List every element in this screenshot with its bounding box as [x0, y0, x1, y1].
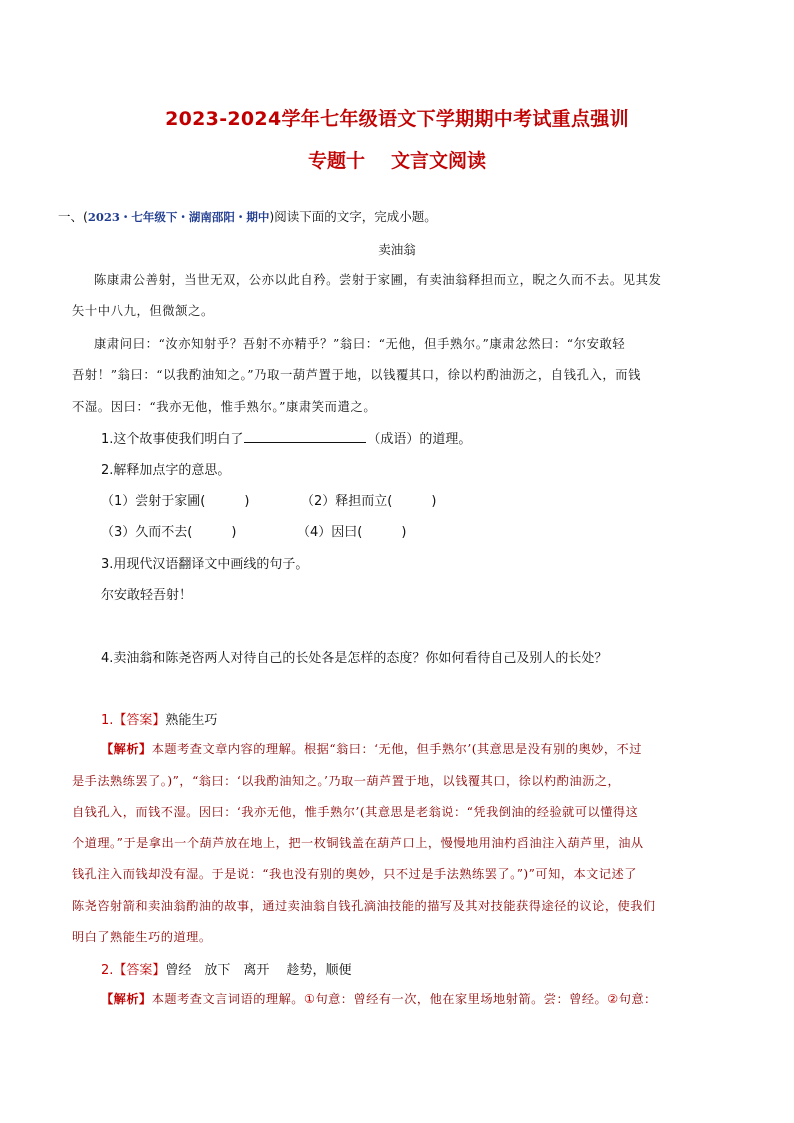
- subquestion-4: 4.卖油翁和陈尧咨两人对待自己的长处各是怎样的态度？你如何看待自己及别人的长处？: [101, 651, 608, 666]
- subquestion-1: 1.这个故事使我们明白了 （成语）的道理。: [101, 432, 472, 447]
- subquestion-2-item: （2）释担而立( ): [301, 494, 437, 509]
- analysis-1-line: 自钱孔入，而钱不湿。因曰：‘我亦无他，惟手熟尔’(其意思是老翁说：“凭我倒油的经验就可以懂得这: [72, 805, 639, 819]
- passage-title: 卖油翁: [378, 242, 416, 257]
- passage-line: 吾射！”翁曰：“以我酌油知之。”乃取一葫芦置于地，以钱覆其口，徐以杓酌油沥之，自钱孔入，而钱: [72, 368, 642, 382]
- subquestion-2: 2.解释加点字的意思。: [101, 463, 231, 478]
- document-subtitle: [0, 146, 794, 173]
- translation-sentence: 尔安敢轻吾射！: [101, 588, 193, 603]
- question-source: 2023・七年级下・湖南邵阳・期中: [87, 210, 270, 224]
- subquestion-2-item: （4）因曰( ): [297, 525, 407, 540]
- passage-line: 矢十中八九，但微颔之。: [72, 304, 214, 318]
- analysis-1-line: 明白了熟能生巧的道理。: [72, 930, 212, 944]
- analysis-1-line: 【解析】本题考查文章内容的理解。根据“翁曰：‘无他，但手熟尔’(其意思是没有别的奥妙，不过: [101, 742, 642, 756]
- answer-1: 1.【答案】熟能生巧: [101, 713, 218, 728]
- subquestion-3: 3.用现代汉语翻译文中画线的句子。: [101, 557, 309, 572]
- passage-line: 不湿。因曰：“我亦无他，惟手熟尔。”康肃笑而遣之。: [72, 400, 377, 414]
- topic-name: 文言文阅读: [391, 150, 487, 172]
- passage-line: 康肃问曰：“汝亦知射乎？吾射不亦精乎？”翁曰：“无他，但手熟尔。”康肃忿然曰：“尔安敢轻: [94, 337, 626, 351]
- question-heading: [58, 207, 437, 225]
- document-title: 2023-2024学年七年级语文下学期期中考试重点强训: [165, 108, 629, 130]
- analysis-2-line: 【解析】本题考查文言词语的理解。①句意：曾经有一次，他在家里场地射箭。尝：曾经。②句意：: [101, 992, 657, 1006]
- analysis-1-line: 钱孔注入而钱却没有湿。于是说：“我也没有别的奥妙，只不过是手法熟练罢了。”)”可知，本文记述了: [72, 867, 637, 881]
- passage-line: 陈康肃公善射，当世无双，公亦以此自矜。尝射于家圃，有卖油翁释担而立，睨之久而不去。见其发: [94, 273, 662, 287]
- subquestion-2-item: （3）久而不去( ): [101, 525, 237, 540]
- answer-blank[interactable]: [244, 430, 366, 443]
- answer-2: 2.【答案】曾经 放下 离开 趁势，顺便: [101, 963, 352, 978]
- subquestion-2-item: （1）尝射于家圃( ): [101, 494, 250, 509]
- analysis-1-line: 陈尧咨射箭和卖油翁酌油的故事，通过卖油翁自钱孔滴油技能的描写及其对技能获得途径的议论，使我们: [72, 899, 656, 913]
- analysis-1-line: 是手法熟练罢了。)”，“翁曰：‘以我酌油知之。’乃取一葫芦置于地，以钱覆其口，徐以杓酌油沥之，: [72, 774, 621, 788]
- analysis-1-line: 个道理。”于是拿出一个葫芦放在地上，把一枚铜钱盖在葫芦口上，慢慢地用油杓舀油注入葫芦里，油从: [72, 836, 644, 850]
- question-number: 一、(: [58, 209, 88, 224]
- topic-number: 专题十: [307, 150, 365, 172]
- question-instruction: )阅读下面的文字，完成小题。: [269, 209, 437, 224]
